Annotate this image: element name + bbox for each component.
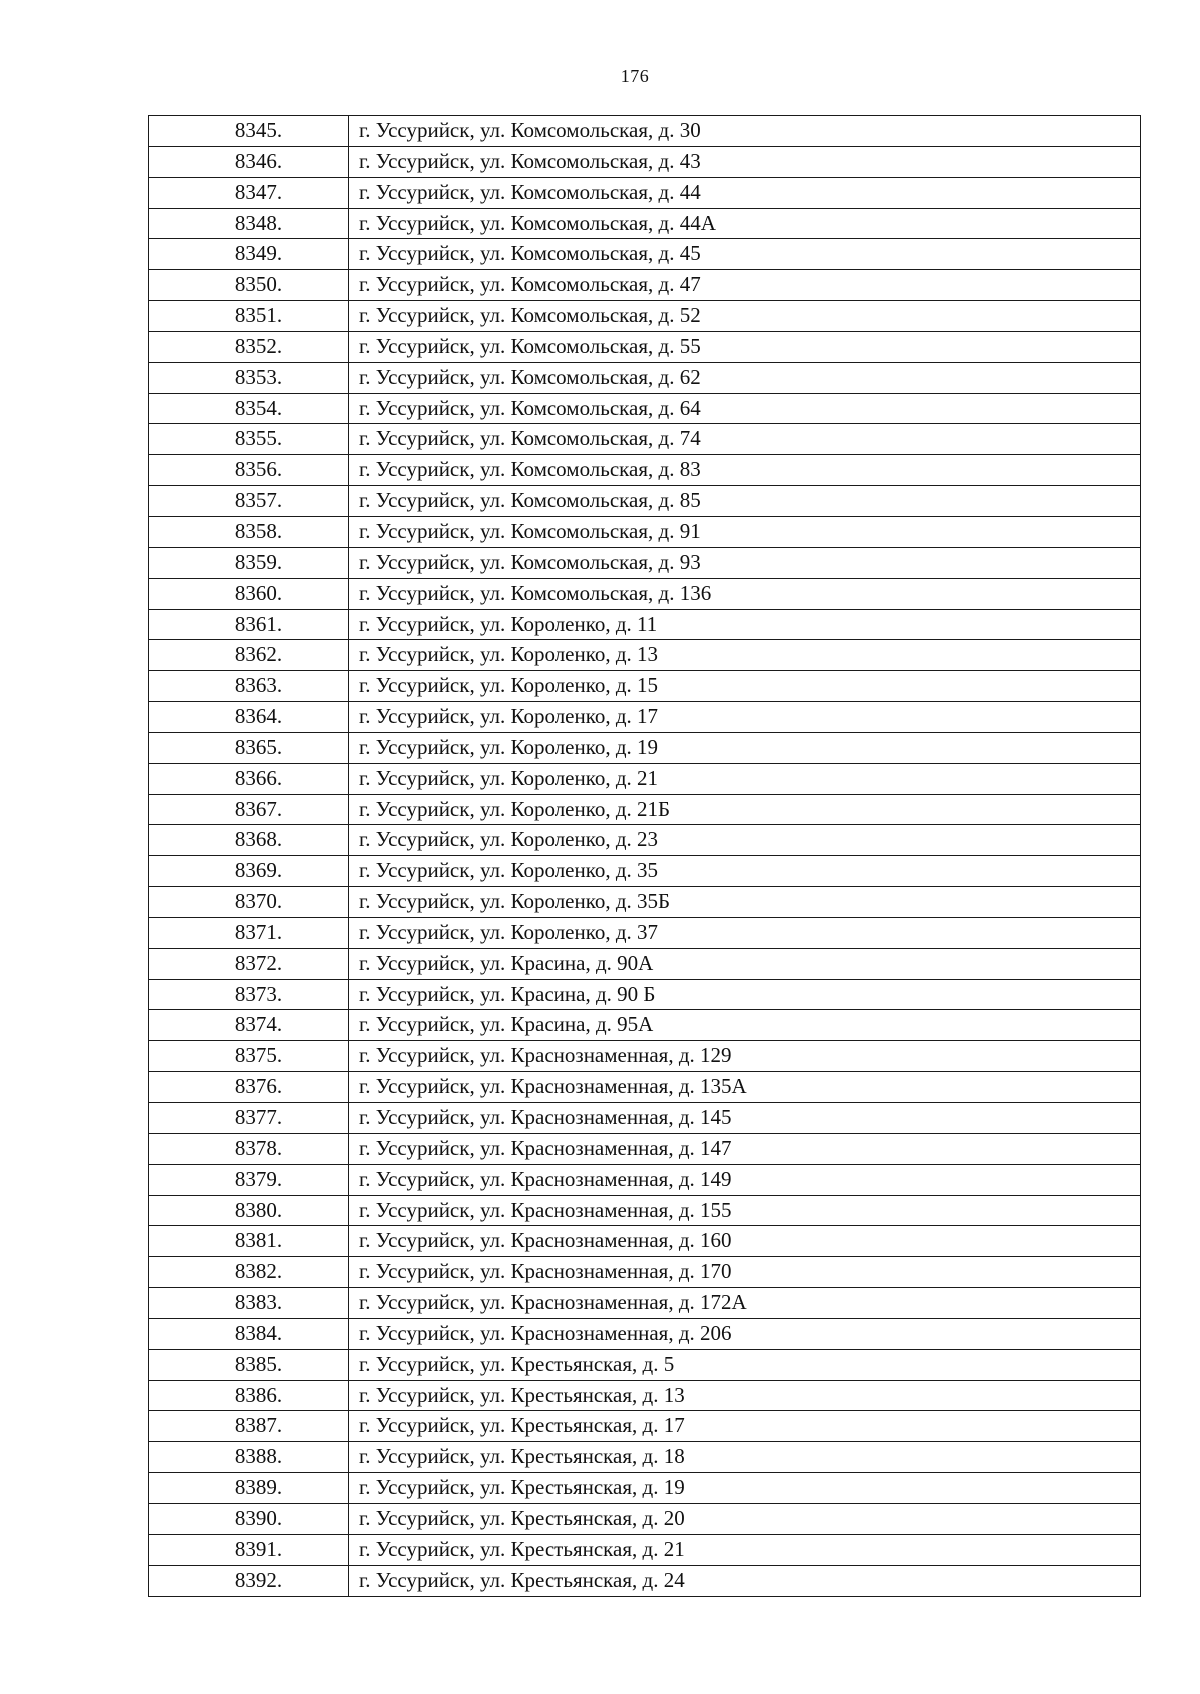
address-cell: г. Уссурийск, ул. Комсомольская, д. 136 [349, 578, 1141, 609]
address-cell: г. Уссурийск, ул. Комсомольская, д. 43 [349, 146, 1141, 177]
table-row [149, 270, 1141, 301]
row-number-cell: 8350. [149, 270, 349, 301]
row-number-cell: 8385. [149, 1349, 349, 1380]
address-cell: г. Уссурийск, ул. Короленко, д. 35Б [349, 887, 1141, 918]
address-cell: г. Уссурийск, ул. Краснознаменная, д. 135А [349, 1072, 1141, 1103]
address-cell: г. Уссурийск, ул. Крестьянская, д. 20 [349, 1503, 1141, 1534]
row-number-cell: 8364. [149, 702, 349, 733]
row-number-cell: 8359. [149, 547, 349, 578]
address-cell: г. Уссурийск, ул. Комсомольская, д. 85 [349, 486, 1141, 517]
table-row [149, 1349, 1141, 1380]
table-row [149, 640, 1141, 671]
table-row [149, 1072, 1141, 1103]
address-cell: г. Уссурийск, ул. Крестьянская, д. 19 [349, 1473, 1141, 1504]
address-cell: г. Уссурийск, ул. Комсомольская, д. 44А [349, 208, 1141, 239]
row-number-cell: 8348. [149, 208, 349, 239]
table-row [149, 146, 1141, 177]
row-number-cell: 8372. [149, 948, 349, 979]
address-cell: г. Уссурийск, ул. Краснознаменная, д. 129 [349, 1041, 1141, 1072]
row-number-cell: 8365. [149, 732, 349, 763]
table-row [149, 917, 1141, 948]
address-cell: г. Уссурийск, ул. Короленко, д. 15 [349, 671, 1141, 702]
row-number-cell: 8380. [149, 1195, 349, 1226]
row-number-cell: 8363. [149, 671, 349, 702]
address-cell: г. Уссурийск, ул. Крестьянская, д. 13 [349, 1380, 1141, 1411]
table-row [149, 547, 1141, 578]
address-cell: г. Уссурийск, ул. Комсомольская, д. 55 [349, 331, 1141, 362]
address-cell: г. Уссурийск, ул. Комсомольская, д. 91 [349, 516, 1141, 547]
address-cell: г. Уссурийск, ул. Комсомольская, д. 45 [349, 239, 1141, 270]
table-row [149, 609, 1141, 640]
row-number-cell: 8371. [149, 917, 349, 948]
table-row [149, 208, 1141, 239]
address-cell: г. Уссурийск, ул. Краснознаменная, д. 145 [349, 1103, 1141, 1134]
row-number-cell: 8367. [149, 794, 349, 825]
table-row [149, 1226, 1141, 1257]
address-table [148, 115, 1141, 1597]
table-row [149, 702, 1141, 733]
address-cell: г. Уссурийск, ул. Красина, д. 90А [349, 948, 1141, 979]
table-row [149, 1411, 1141, 1442]
row-number-cell: 8362. [149, 640, 349, 671]
table-row [149, 763, 1141, 794]
address-cell: г. Уссурийск, ул. Короленко, д. 35 [349, 856, 1141, 887]
row-number-cell: 8383. [149, 1288, 349, 1319]
table-row [149, 177, 1141, 208]
address-cell: г. Уссурийск, ул. Краснознаменная, д. 172А [349, 1288, 1141, 1319]
address-cell: г. Уссурийск, ул. Короленко, д. 23 [349, 825, 1141, 856]
row-number-cell: 8361. [149, 609, 349, 640]
row-number-cell: 8360. [149, 578, 349, 609]
row-number-cell: 8377. [149, 1103, 349, 1134]
row-number-cell: 8347. [149, 177, 349, 208]
address-cell: г. Уссурийск, ул. Комсомольская, д. 30 [349, 116, 1141, 147]
address-cell: г. Уссурийск, ул. Комсомольская, д. 44 [349, 177, 1141, 208]
table-row [149, 794, 1141, 825]
table-row [149, 1195, 1141, 1226]
address-cell: г. Уссурийск, ул. Краснознаменная, д. 170 [349, 1257, 1141, 1288]
table-row [149, 948, 1141, 979]
row-number-cell: 8384. [149, 1318, 349, 1349]
address-cell: г. Уссурийск, ул. Краснознаменная, д. 149 [349, 1164, 1141, 1195]
row-number-cell: 8387. [149, 1411, 349, 1442]
table-row [149, 362, 1141, 393]
address-cell: г. Уссурийск, ул. Краснознаменная, д. 147 [349, 1133, 1141, 1164]
table-row [149, 301, 1141, 332]
table-row [149, 1442, 1141, 1473]
address-cell: г. Уссурийск, ул. Короленко, д. 13 [349, 640, 1141, 671]
address-cell: г. Уссурийск, ул. Краснознаменная, д. 155 [349, 1195, 1141, 1226]
address-cell: г. Уссурийск, ул. Крестьянская, д. 18 [349, 1442, 1141, 1473]
address-cell: г. Уссурийск, ул. Краснознаменная, д. 160 [349, 1226, 1141, 1257]
address-cell: г. Уссурийск, ул. Красина, д. 95А [349, 1010, 1141, 1041]
table-row [149, 1010, 1141, 1041]
address-cell: г. Уссурийск, ул. Комсомольская, д. 74 [349, 424, 1141, 455]
row-number-cell: 8354. [149, 393, 349, 424]
table-row [149, 486, 1141, 517]
row-number-cell: 8353. [149, 362, 349, 393]
table-row [149, 116, 1141, 147]
address-cell: г. Уссурийск, ул. Комсомольская, д. 52 [349, 301, 1141, 332]
table-row [149, 1503, 1141, 1534]
table-row [149, 578, 1141, 609]
address-cell: г. Уссурийск, ул. Комсомольская, д. 47 [349, 270, 1141, 301]
row-number-cell: 8352. [149, 331, 349, 362]
row-number-cell: 8390. [149, 1503, 349, 1534]
row-number-cell: 8386. [149, 1380, 349, 1411]
row-number-cell: 8356. [149, 455, 349, 486]
table-row [149, 887, 1141, 918]
table-row [149, 1473, 1141, 1504]
row-number-cell: 8368. [149, 825, 349, 856]
row-number-cell: 8366. [149, 763, 349, 794]
table-row [149, 1133, 1141, 1164]
row-number-cell: 8369. [149, 856, 349, 887]
table-row [149, 856, 1141, 887]
address-cell: г. Уссурийск, ул. Комсомольская, д. 83 [349, 455, 1141, 486]
row-number-cell: 8378. [149, 1133, 349, 1164]
table-row [149, 331, 1141, 362]
row-number-cell: 8374. [149, 1010, 349, 1041]
address-cell: г. Уссурийск, ул. Крестьянская, д. 24 [349, 1565, 1141, 1596]
row-number-cell: 8345. [149, 116, 349, 147]
table-row [149, 671, 1141, 702]
row-number-cell: 8358. [149, 516, 349, 547]
address-cell: г. Уссурийск, ул. Крестьянская, д. 21 [349, 1534, 1141, 1565]
table-row [149, 424, 1141, 455]
row-number-cell: 8376. [149, 1072, 349, 1103]
table-row [149, 1318, 1141, 1349]
row-number-cell: 8375. [149, 1041, 349, 1072]
row-number-cell: 8373. [149, 979, 349, 1010]
address-cell: г. Уссурийск, ул. Короленко, д. 21 [349, 763, 1141, 794]
address-cell: г. Уссурийск, ул. Комсомольская, д. 62 [349, 362, 1141, 393]
table-row [149, 455, 1141, 486]
row-number-cell: 8349. [149, 239, 349, 270]
table-row [149, 1041, 1141, 1072]
address-cell: г. Уссурийск, ул. Короленко, д. 19 [349, 732, 1141, 763]
table-row [149, 393, 1141, 424]
row-number-cell: 8346. [149, 146, 349, 177]
table-row [149, 239, 1141, 270]
table-row [149, 1534, 1141, 1565]
row-number-cell: 8379. [149, 1164, 349, 1195]
row-number-cell: 8392. [149, 1565, 349, 1596]
address-cell: г. Уссурийск, ул. Комсомольская, д. 93 [349, 547, 1141, 578]
table-row [149, 979, 1141, 1010]
row-number-cell: 8351. [149, 301, 349, 332]
row-number-cell: 8355. [149, 424, 349, 455]
address-cell: г. Уссурийск, ул. Короленко, д. 37 [349, 917, 1141, 948]
row-number-cell: 8382. [149, 1257, 349, 1288]
table-row [149, 1565, 1141, 1596]
address-cell: г. Уссурийск, ул. Краснознаменная, д. 206 [349, 1318, 1141, 1349]
address-cell: г. Уссурийск, ул. Короленко, д. 21Б [349, 794, 1141, 825]
table-row [149, 1380, 1141, 1411]
table-row [149, 1288, 1141, 1319]
address-cell: г. Уссурийск, ул. Короленко, д. 11 [349, 609, 1141, 640]
address-cell: г. Уссурийск, ул. Комсомольская, д. 64 [349, 393, 1141, 424]
page-number: 176 [620, 66, 650, 86]
table-row [149, 732, 1141, 763]
address-cell: г. Уссурийск, ул. Красина, д. 90 Б [349, 979, 1141, 1010]
row-number-cell: 8370. [149, 887, 349, 918]
address-cell: г. Уссурийск, ул. Крестьянская, д. 17 [349, 1411, 1141, 1442]
row-number-cell: 8388. [149, 1442, 349, 1473]
table-row [149, 1257, 1141, 1288]
row-number-cell: 8391. [149, 1534, 349, 1565]
row-number-cell: 8357. [149, 486, 349, 517]
address-cell: г. Уссурийск, ул. Короленко, д. 17 [349, 702, 1141, 733]
table-row [149, 516, 1141, 547]
row-number-cell: 8389. [149, 1473, 349, 1504]
table-row [149, 1103, 1141, 1134]
address-cell: г. Уссурийск, ул. Крестьянская, д. 5 [349, 1349, 1141, 1380]
table-row [149, 825, 1141, 856]
table-body [149, 116, 1141, 1597]
table-row [149, 1164, 1141, 1195]
row-number-cell: 8381. [149, 1226, 349, 1257]
